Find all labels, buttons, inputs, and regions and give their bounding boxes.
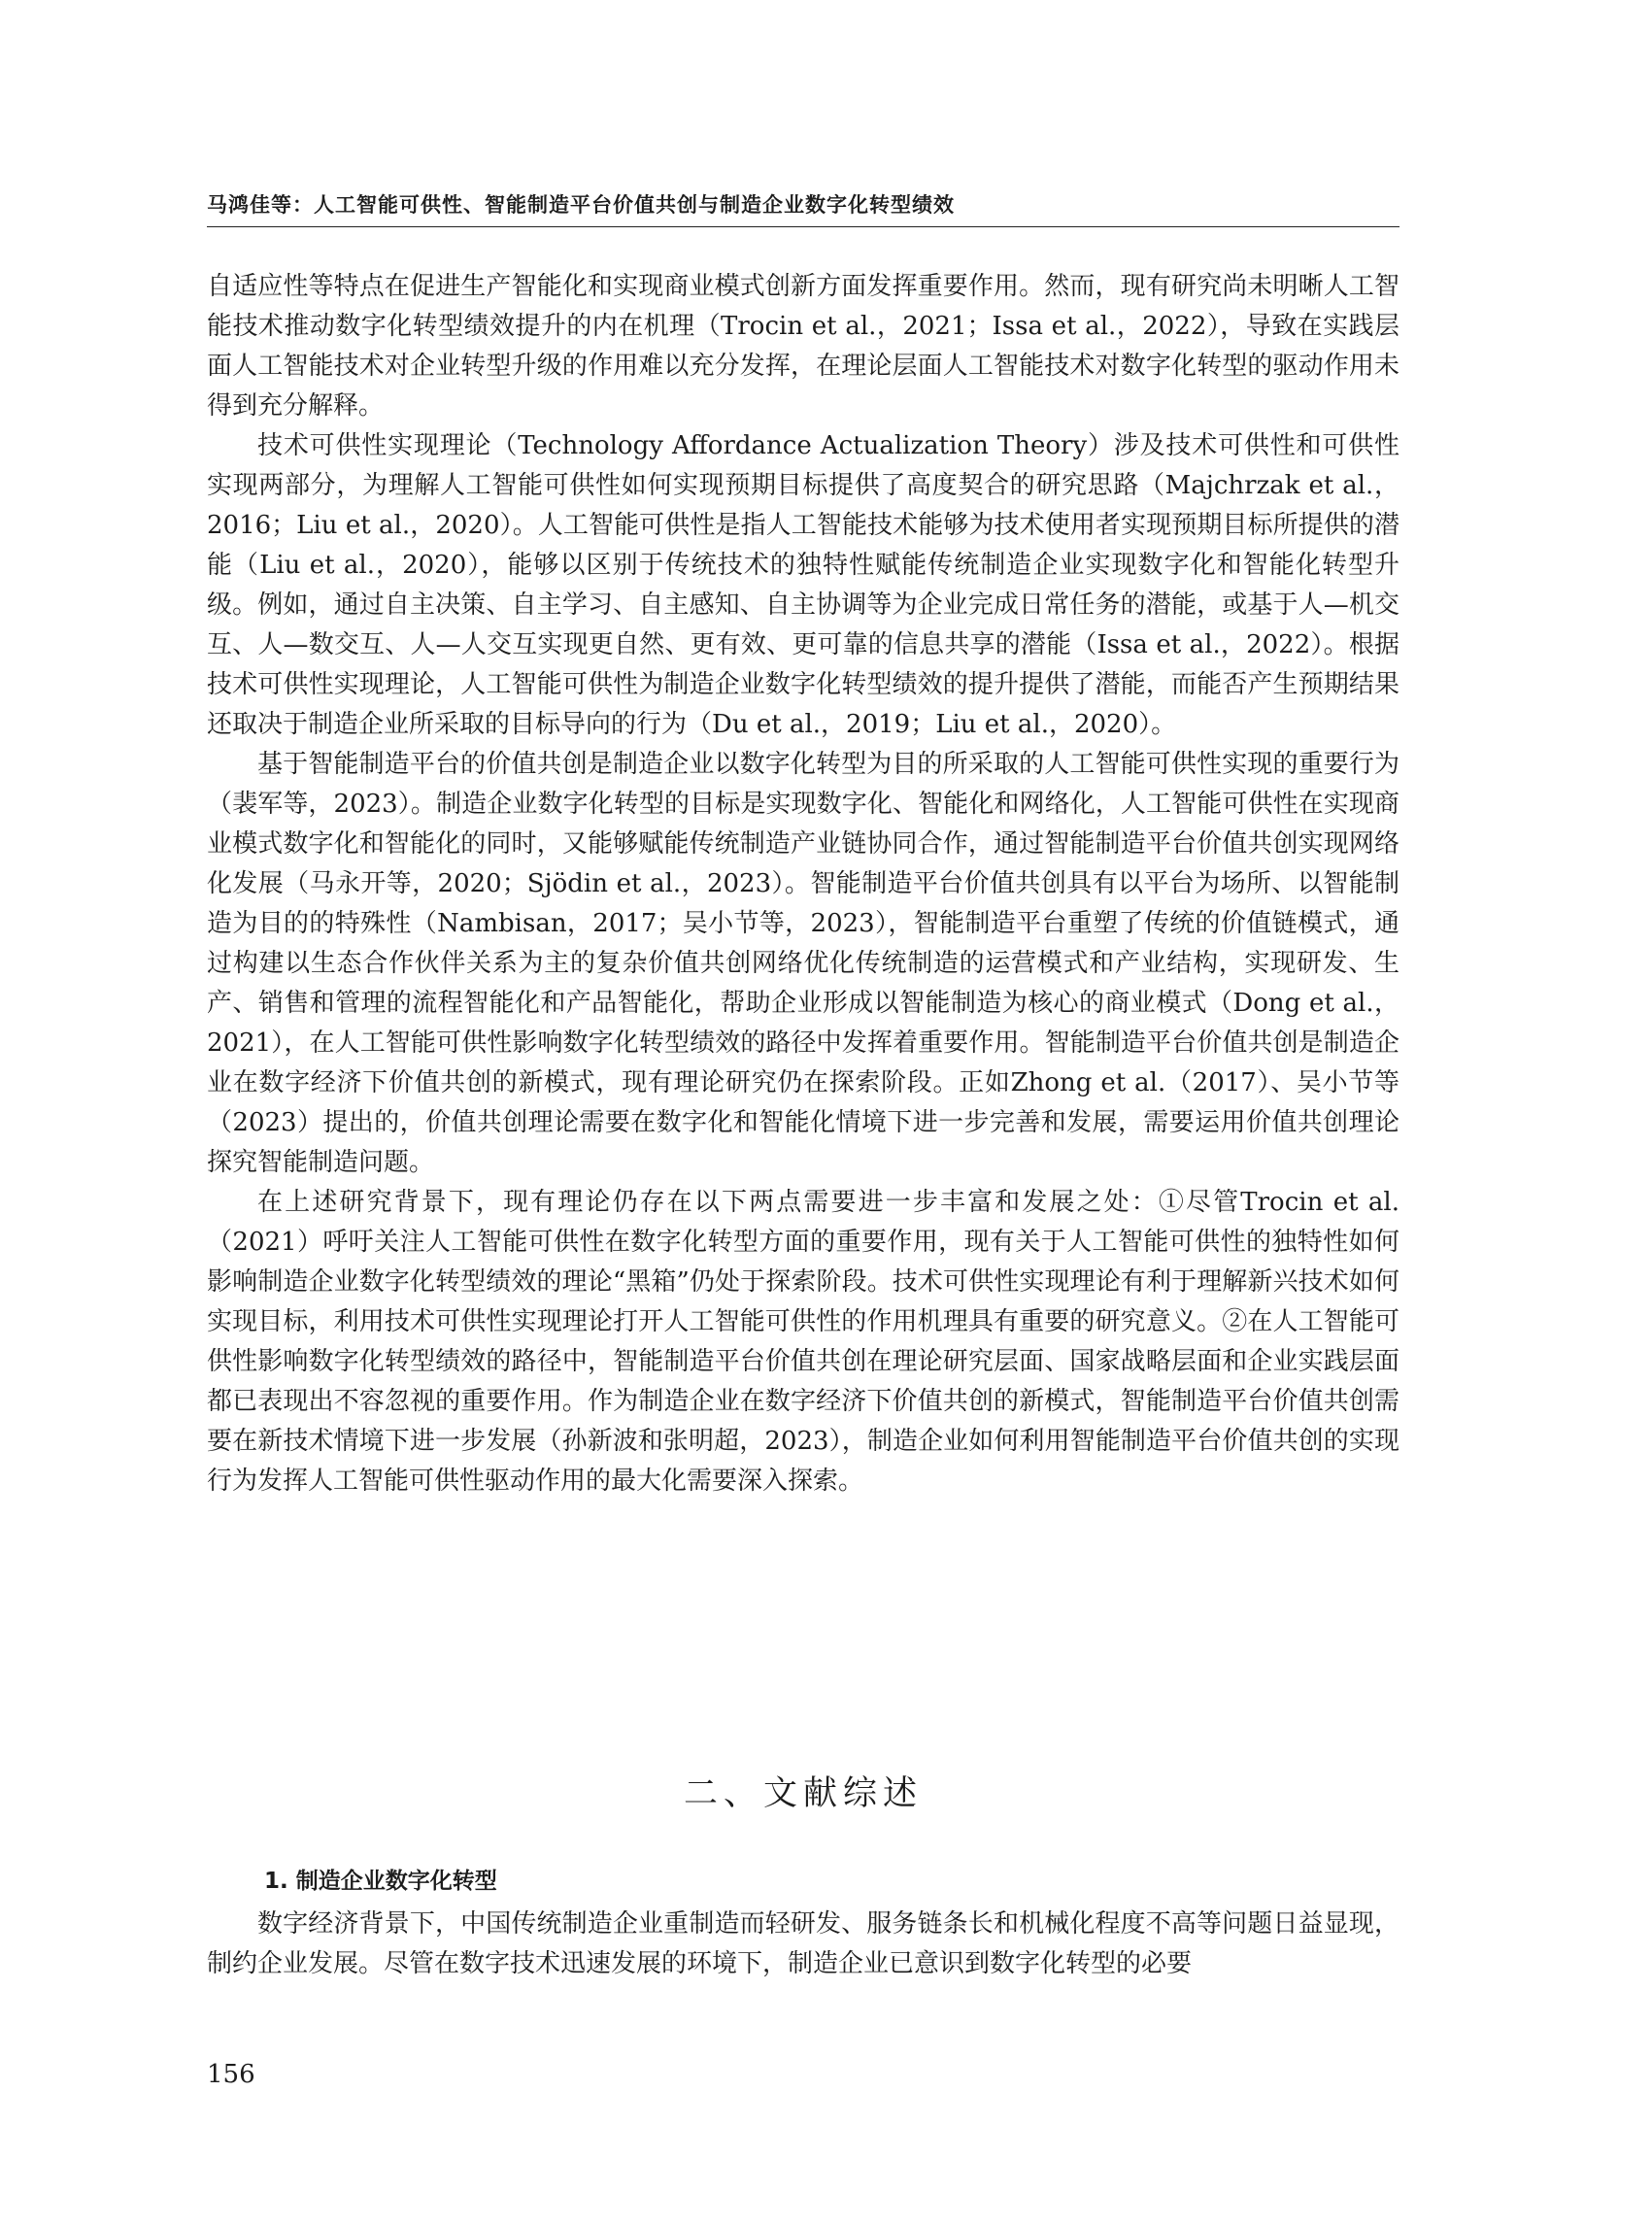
subsection-body xyxy=(207,1905,1399,1984)
paragraph-technology-affordance: 技术可供性实现理论（Technology Affordance Actualization Theory）涉及技术可供性和可供性实现两部分，为理解人工智能可供性如何实现预期目标提供了高度契合的研究思路（Majchrzak et al.，2016；Liu et al.，2020）。人工智能可供性是指人工智能技术能够为技术使用者实现预期目标所提供的潜能（Liu et al.，2020），能够以区别于传统技术的独特性赋能传统制造企业实现数字化和智能化转型升级。例如，通过自主决策、自主学习、自主感知、自主协调等为企业完成日常任务的潜能，或基于人—机交互、人—数交互、人—人交互实现更自然、更有效、更可靠的信息共享的潜能（Issa et al.，2022）。根据技术可供性实现理论，人工智能可供性为制造企业数字化转型绩效的提升提供了潜能，而能否产生预期结果还取决于制造企业所采取的目标导向的行为（Du et al.，2019；Liu et al.，2020）。 xyxy=(207,431,1399,739)
body-text xyxy=(207,267,1399,1501)
page-number: 156 xyxy=(207,2060,255,2089)
header-rule xyxy=(207,226,1399,227)
paragraph-continued: 自适应性等特点在促进生产智能化和实现商业模式创新方面发挥重要作用。然而，现有研究尚未明晰人工智能技术推动数字化转型绩效提升的内在机理（Trocin et al.，2021；Issa et al.，2022），导致在实践层面人工智能技术对企业转型升级的作用难以充分发挥，在理论层面人工智能技术对数字化转型的驱动作用未得到充分解释。 xyxy=(207,272,1399,421)
paragraph-research-gaps: 在上述研究背景下，现有理论仍存在以下两点需要进一步丰富和发展之处：①尽管Trocin et al.（2021）呼吁关注人工智能可供性在数字化转型方面的重要作用，现有关于人工智能可供性的独特性如何影响制造企业数字化转型绩效的理论“黑箱”仍处于探索阶段。技术可供性实现理论有利于理解新兴技术如何实现目标，利用技术可供性实现理论打开人工智能可供性的作用机理具有重要的研究意义。②在人工智能可供性影响数字化转型绩效的路径中，智能制造平台价值共创在理论研究层面、国家战略层面和企业实践层面都已表现出不容忽视的重要作用。作为制造企业在数字经济下价值共创的新模式，智能制造平台价值共创需要在新技术情境下进一步发展（孙新波和张明超，2023），制造企业如何利用智能制造平台价值共创的实现行为发挥人工智能可供性驱动作用的最大化需要深入探索。 xyxy=(207,1188,1399,1496)
running-header-title: 马鸿佳等：人工智能可供性、智能制造平台价值共创与制造企业数字化转型绩效 xyxy=(207,193,955,217)
section-title: 二、文献综述 xyxy=(683,1774,923,1813)
paragraph-digital-transformation: 数字经济背景下，中国传统制造企业重制造而轻研发、服务链条长和机械化程度不高等问题日益显现，制约企业发展。尽管在数字技术迅速发展的环境下，制造企业已意识到数字化转型的必要 xyxy=(207,1909,1399,1978)
paragraph-value-cocreation: 基于智能制造平台的价值共创是制造企业以数字化转型为目的所采取的人工智能可供性实现的重要行为（裴军等，2023）。制造企业数字化转型的目标是实现数字化、智能化和网络化，人工智能可供性在实现商业模式数字化和智能化的同时，又能够赋能传统制造产业链协同合作，通过智能制造平台价值共创实现网络化发展（马永开等，2020；Sjödin et al.，2023）。智能制造平台价值共创具有以平台为场所、以智能制造为目的的特殊性（Nambisan，2017；吴小节等，2023），智能制造平台重塑了传统的价值链模式，通过构建以生态合作伙伴关系为主的复杂价值共创网络优化传统制造的运营模式和产业结构，实现研发、生产、销售和管理的流程智能化和产品智能化，帮助企业形成以智能制造为核心的商业模式（Dong et al.，2021），在人工智能可供性影响数字化转型绩效的路径中发挥着重要作用。智能制造平台价值共创是制造企业在数字经济下价值共创的新模式，现有理论研究仍在探索阶段。正如Zhong et al.（2017）、吴小节等（2023）提出的，价值共创理论需要在数字化和智能化情境下进一步完善和发展，需要运用价值共创理论探究智能制造问题。 xyxy=(207,750,1399,1177)
subsection-title: 1. 制造企业数字化转型 xyxy=(264,1869,497,1894)
